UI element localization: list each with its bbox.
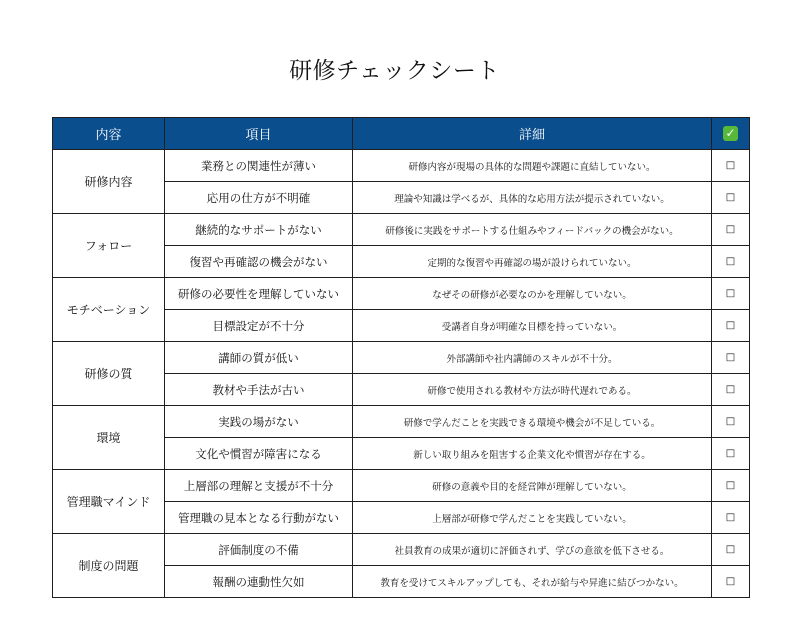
detail-cell: 研修で使用される教材や方法が時代遅れである。	[353, 374, 712, 406]
category-cell: 管理職マインド	[53, 470, 165, 534]
item-cell: 管理職の見本となる行動がない	[165, 502, 353, 534]
item-cell: 復習や再確認の機会がない	[165, 246, 353, 278]
header-row	[53, 118, 750, 150]
detail-cell: なぜその研修が必要なのかを理解していない。	[353, 278, 712, 310]
detail-cell: 上層部が研修で学んだことを実践していない。	[353, 502, 712, 534]
checklist-table	[52, 117, 750, 598]
item-cell: 上層部の理解と支援が不十分	[165, 470, 353, 502]
detail-cell: 定期的な復習や再確認の場が設けられていない。	[353, 246, 712, 278]
checkbox[interactable]: □	[712, 566, 750, 598]
category-cell: 研修内容	[53, 150, 165, 214]
detail-cell: 研修内容が現場の具体的な問題や課題に直結していない。	[353, 150, 712, 182]
header-check	[712, 118, 750, 150]
checkbox[interactable]: □	[712, 310, 750, 342]
table-row	[53, 150, 750, 182]
detail-cell: 研修で学んだことを実践できる環境や機会が不足している。	[353, 406, 712, 438]
checkbox[interactable]: □	[712, 406, 750, 438]
category-cell: フォロー	[53, 214, 165, 278]
header-category: 内容	[53, 118, 165, 150]
header-detail: 詳細	[353, 118, 712, 150]
item-cell: 実践の場がない	[165, 406, 353, 438]
detail-cell: 外部講師や社内講師のスキルが不十分。	[353, 342, 712, 374]
checkbox[interactable]: □	[712, 214, 750, 246]
table-body	[53, 150, 750, 598]
table-row	[53, 470, 750, 502]
checkbox[interactable]: □	[712, 534, 750, 566]
checkbox[interactable]: □	[712, 342, 750, 374]
checkbox[interactable]: □	[712, 246, 750, 278]
table-row	[53, 214, 750, 246]
checkbox[interactable]: □	[712, 182, 750, 214]
header-item: 項目	[165, 118, 353, 150]
item-cell: 文化や慣習が障害になる	[165, 438, 353, 470]
detail-cell: 社員教育の成果が適切に評価されず、学びの意欲を低下させる。	[353, 534, 712, 566]
item-cell: 教材や手法が古い	[165, 374, 353, 406]
detail-cell: 受講者自身が明確な目標を持っていない。	[353, 310, 712, 342]
item-cell: 応用の仕方が不明確	[165, 182, 353, 214]
table-row	[53, 342, 750, 374]
category-cell: モチベーション	[53, 278, 165, 342]
item-cell: 目標設定が不十分	[165, 310, 353, 342]
detail-cell: 研修後に実践をサポートする仕組みやフィードバックの機会がない。	[353, 214, 712, 246]
check-mark-icon: ✓	[723, 126, 738, 141]
table-row	[53, 406, 750, 438]
detail-cell: 理論や知識は学べるが、具体的な応用方法が提示されていない。	[353, 182, 712, 214]
item-cell: 講師の質が低い	[165, 342, 353, 374]
table-row	[53, 534, 750, 566]
detail-cell: 教育を受けてスキルアップしても、それが給与や昇進に結びつかない。	[353, 566, 712, 598]
table-row	[53, 278, 750, 310]
item-cell: 業務との関連性が薄い	[165, 150, 353, 182]
checkbox[interactable]: □	[712, 502, 750, 534]
detail-cell: 新しい取り組みを阻害する企業文化や慣習が存在する。	[353, 438, 712, 470]
category-cell: 研修の質	[53, 342, 165, 406]
item-cell: 報酬の連動性欠如	[165, 566, 353, 598]
checkbox[interactable]: □	[712, 470, 750, 502]
checkbox[interactable]: □	[712, 374, 750, 406]
checkbox[interactable]: □	[712, 278, 750, 310]
checkbox[interactable]: □	[712, 438, 750, 470]
item-cell: 評価制度の不備	[165, 534, 353, 566]
item-cell: 継続的なサポートがない	[165, 214, 353, 246]
detail-cell: 研修の意義や目的を経営陣が理解していない。	[353, 470, 712, 502]
item-cell: 研修の必要性を理解していない	[165, 278, 353, 310]
checkbox[interactable]: □	[712, 150, 750, 182]
category-cell: 環境	[53, 406, 165, 470]
category-cell: 制度の問題	[53, 534, 165, 598]
page-title: 研修チェックシート	[289, 58, 500, 84]
